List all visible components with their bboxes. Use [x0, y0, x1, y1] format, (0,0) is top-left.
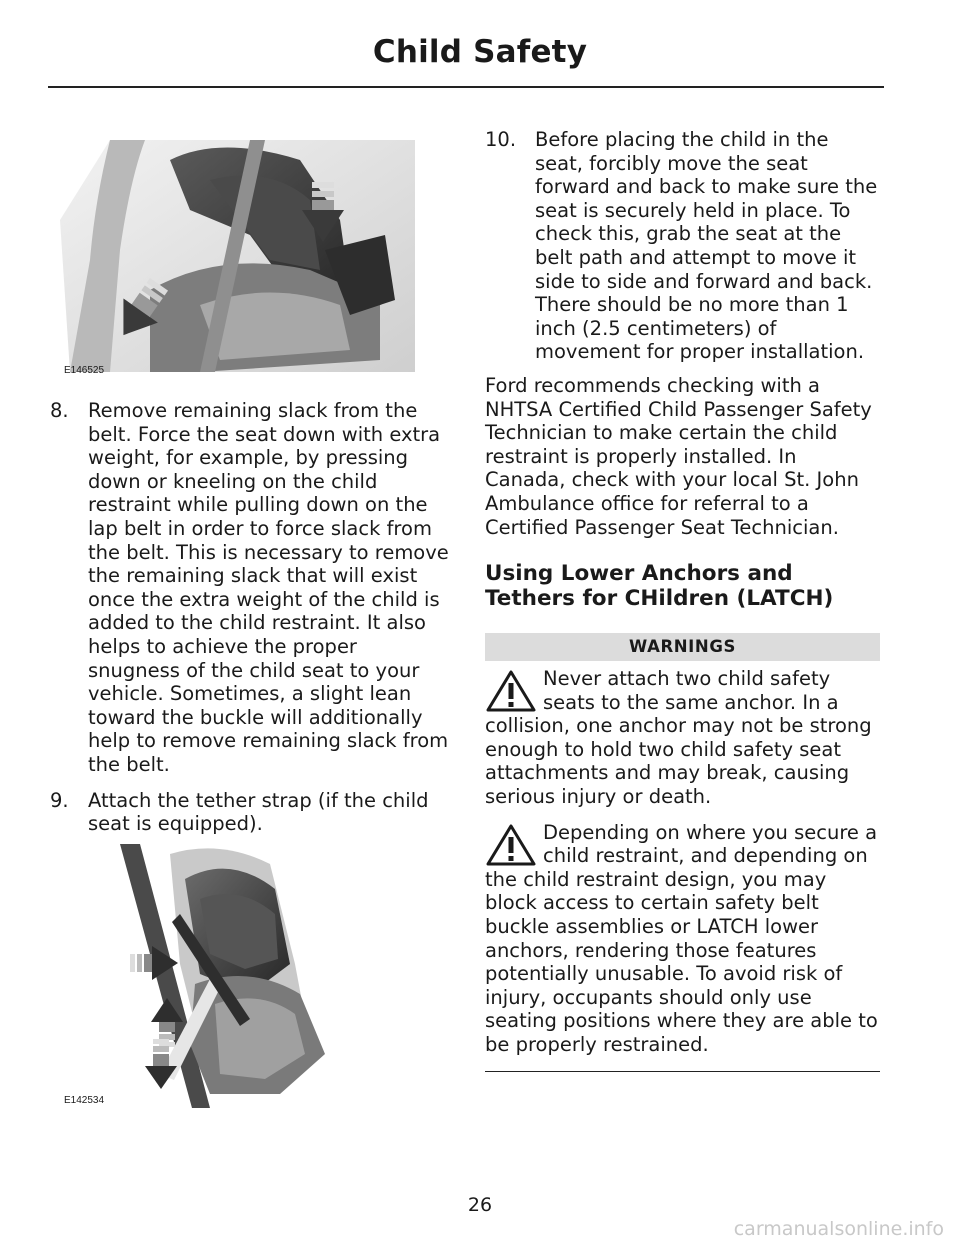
warnings-end-divider	[485, 1071, 880, 1072]
step-text: Remove remaining slack from the belt. Force the seat down with extra weight, for example, by pressing down or kneeling on the child restraint while pulling down on the lap belt in order to force slack from the belt. This is necessary to remove the remaining slack that will exist once the extra weight of the child is added to the child restraint. It also helps to achieve the proper snugness of the child seat to your vehicle. Sometimes, a slight lean toward the buckle will additionally help to remove remaining slack from the belt.	[88, 399, 449, 776]
warning-text: Depending on where you secure a child restraint, and depending on the child restraint design, you may block access to certain safety belt buckle assemblies or LATCH lower anchors, rendering those features potentially unusable. To avoid risk of injury, occupants should only use seating positions where they are able to be properly restrained.	[485, 820, 878, 1056]
step-number: 8.	[50, 399, 69, 422]
figure-seat-pressdown	[50, 140, 450, 378]
step-10	[485, 128, 880, 364]
step-8	[50, 399, 450, 777]
right-column	[485, 128, 880, 1072]
step-text: Before placing the child in the seat, forcibly move the seat forward and back to make sure the seat is securely held in place. To check this, grab the seat at the belt path and attempt to move it side to side and forward and back. There should be no more than 1 inch (2.5 centimeters) of movement for proper installation.	[535, 128, 878, 364]
figure-code: E146525	[64, 365, 105, 376]
step-9	[50, 789, 450, 836]
header-divider	[48, 86, 884, 88]
page-title: Child Safety	[372, 34, 588, 70]
figure-seat-tether	[50, 844, 450, 1108]
figure-code: E142534	[64, 1094, 105, 1106]
left-column	[50, 140, 450, 1108]
warnings-header: WARNINGS	[485, 633, 880, 661]
warning-item	[485, 667, 880, 809]
warning-triangle-icon	[485, 823, 537, 867]
warning-item	[485, 821, 880, 1057]
watermark: carmanualsonline.info	[733, 1218, 944, 1240]
child-seat-tether-arrows-illustration	[50, 844, 450, 1108]
step-number: 10.	[485, 128, 517, 151]
step-number: 9.	[50, 788, 69, 812]
warning-triangle-icon	[485, 669, 537, 713]
child-seat-downward-arrows-illustration	[50, 140, 450, 378]
recommendation-paragraph: Ford recommends checking with a NHTSA Certified Child Passenger Safety Technician to make certain the child restraint is properly installed. In Canada, check with your local St. John Ambulance office for referral to a Certified Passenger Seat Technician.	[485, 373, 872, 539]
step-text: Attach the tether strap (if the child seat is equipped).	[88, 788, 429, 836]
section-heading: Using Lower Anchors and Tethers for CHildren (LATCH)	[485, 561, 834, 612]
warning-text: Never attach two child safety seats to the same anchor. In a collision, one anchor may not be strong enough to hold two child safety seat attachments and may break, causing serious injury or death.	[485, 667, 872, 809]
page-number: 26	[467, 1194, 493, 1216]
